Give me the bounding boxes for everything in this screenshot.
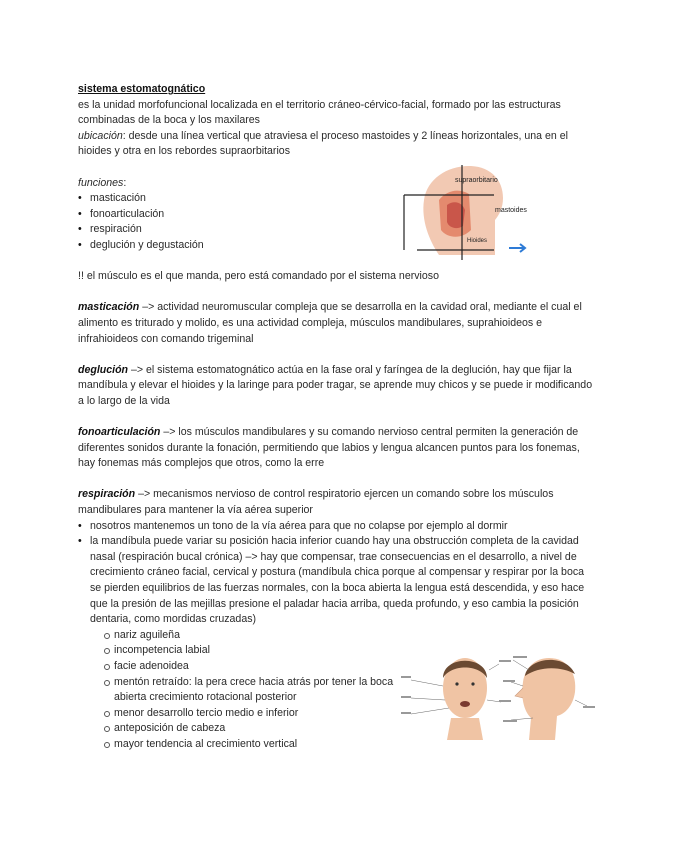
funciones-heading: funciones: bbox=[78, 176, 127, 189]
deglucion-term: deglución bbox=[78, 363, 129, 376]
document-title: sistema estomatognático bbox=[78, 83, 206, 95]
ubicacion-paragraph bbox=[78, 129, 598, 160]
respiracion-paragraph: respiración –> mecanismos nervioso de control respiratorio ejercen un comando sobre los músculos mandibulares para mantener la vía aérea superior bbox=[78, 488, 554, 517]
respiracion-term: respiración bbox=[78, 488, 136, 501]
list-item: incompetencia labial bbox=[106, 643, 598, 659]
deglucion-paragraph: deglución –> el sistema estomatognático actúa en la fase oral y faríngea de la deglución, hay que fijar la mandíbula y elevar el hioides y la laringe para poder tragar, se aprende muy chicos y se puede ir modificando a lo largo de la vida bbox=[78, 363, 593, 407]
adenoid-facies-figure bbox=[399, 640, 599, 740]
masticacion-term: masticación bbox=[78, 301, 140, 314]
head-anatomy-figure bbox=[399, 160, 534, 260]
nota-paragraph: !! el músculo es el que manda, pero está comandado por el sistema nervioso bbox=[78, 270, 439, 283]
list-item: anteposición de cabeza bbox=[106, 721, 598, 737]
list-item: • nosotros mantenemos un tono de la vía aérea para que no colapse por ejemplo al dormir bbox=[78, 519, 598, 535]
list-item: • respiración bbox=[78, 222, 598, 238]
fonoarticulacion-paragraph: fonoarticulación –> los músculos mandibulares y su comando nervioso central permiten la generación de diferentes sonidos durante la fonación, permitiendo que labios y lengua alcancen puntos para los fonemas, hay fonemas más complejos que otros, como la erre bbox=[78, 426, 580, 470]
fonoarticulacion-term: fonoarticulación bbox=[78, 426, 161, 439]
label-mastoides: mastoides bbox=[495, 207, 527, 214]
list-item: menor desarrollo tercio medio e inferior bbox=[106, 706, 598, 722]
list-item: • deglución y degustación bbox=[78, 238, 598, 254]
masticacion-paragraph: masticación –> actividad neuromuscular compleja que se desarrolla en la cavidad oral, mediante el cual el alimento es triturado y molido, es una actividad compleja, músculos mandibulares, suprahioideos e infrahioideos con comando trigeminal bbox=[78, 301, 582, 345]
list-item: mayor tendencia al crecimiento vertical bbox=[106, 737, 598, 753]
label-supraorbitario: supraorbitario bbox=[455, 177, 498, 184]
list-item: • masticación bbox=[78, 191, 598, 207]
list-item: nariz aguileña bbox=[106, 628, 598, 644]
list-item: • la mandíbula puede variar su posición hacia inferior cuando hay una obstrucción completa de la cavidad nasal (respiración bucal crónica) –> hay que compensar, trae consecuencias en el desarrollo, a nivel de crecimiento cráneo facial, cervical y postura (mandíbula chica porque al compensar y respirar por la boca se pierden equilibrios de las fuerzas normales, con la boca abierta la lengua está descendida, y eso hace que la presión de las mejillas presione el paladar hacia arriba, queda profundo, y eso cambia la posición dentaria, como mordidas cruzadas) bbox=[78, 534, 598, 628]
label-hioides: Hioides bbox=[467, 238, 488, 244]
list-item: facie adenoidea bbox=[106, 659, 598, 675]
intro-paragraph: es la unidad morfofuncional localizada en el territorio cráneo-cérvico-facial, formado por las estructuras combinadas de la boca y los maxilares bbox=[78, 98, 561, 127]
list-item: • fonoarticulación bbox=[78, 207, 598, 223]
respiracion-list bbox=[78, 519, 598, 628]
list-item: mentón retraído: la pera crece hacia atrás por tener la boca abierta crecimiento rotacional posterior bbox=[106, 675, 414, 706]
ubicacion-text: : desde una línea vertical que atraviesa el proceso mastoides y 2 líneas horizontales, una en el hioides y otra en los rebordes supraorbitarios bbox=[78, 129, 568, 158]
ubicacion-label: ubicación bbox=[78, 129, 123, 142]
